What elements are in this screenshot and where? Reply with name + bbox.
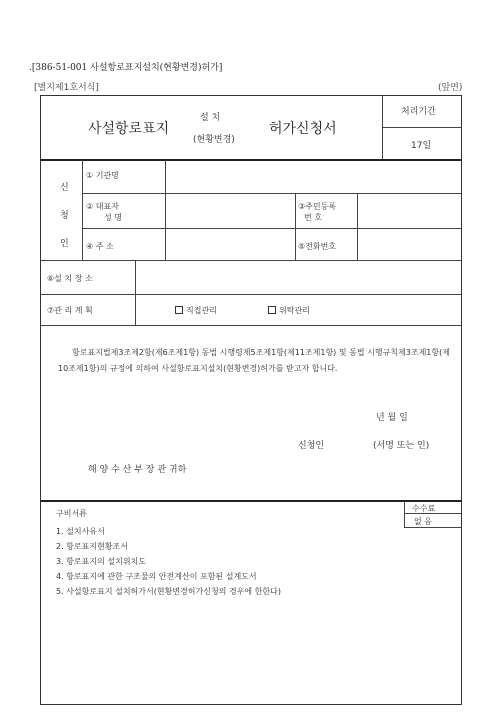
applicant-section-char-3: 인	[60, 239, 69, 249]
form-title-right: 허가신청서	[269, 121, 337, 137]
address-label: ④ 주 소	[86, 242, 114, 251]
title-option-install: 설 치	[200, 113, 221, 123]
applicant-section-char-2: 청	[60, 211, 69, 221]
direct-management-option[interactable]	[175, 305, 217, 316]
delegated-management-option[interactable]	[268, 305, 310, 316]
processing-period-value: 17일	[411, 141, 432, 151]
document-item: 4. 항로표지에 관한 구조물의 안전계산이 포함된 설계도서	[56, 572, 257, 581]
direct-management-label: 직접관리	[186, 306, 217, 315]
required-documents-heading: 구비서류	[56, 509, 87, 518]
applicant-section-char-1: 신	[60, 183, 69, 193]
signature-or-seal-label: (서명 또는 인)	[373, 441, 430, 451]
delegated-management-checkbox[interactable]	[268, 306, 276, 314]
address-field[interactable]	[166, 229, 294, 259]
date-line: 년 월 일	[376, 413, 408, 423]
title-option-change: (현황변경)	[193, 135, 235, 145]
direct-management-checkbox[interactable]	[175, 306, 183, 314]
document-item: 2. 항로표지현황조서	[56, 542, 128, 551]
document-item: 5. 사설항로표지 설치허가서(현황변경허가신청의 경우에 한한다)	[56, 587, 281, 596]
representative-name-label: 성 명	[104, 213, 122, 222]
addressee-line: 해 양 수 산 부 장 관 귀하	[88, 465, 187, 475]
resident-number-label: ③주민등록	[298, 202, 337, 211]
install-location-field[interactable]	[136, 262, 461, 293]
phone-label: ⑤전화번호	[298, 242, 337, 251]
form-title-left: 사설항로표지	[88, 121, 170, 137]
agency-name-label: ① 기관명	[86, 171, 119, 180]
representative-name-field[interactable]	[166, 194, 294, 227]
management-plan-label: ⑦관 리 계 획	[47, 306, 93, 315]
document-item: 3. 항로표지의 설치위치도	[56, 557, 146, 566]
fee-label: 수수료	[412, 504, 436, 513]
phone-field[interactable]	[358, 229, 461, 259]
representative-label: ② 대표자	[86, 202, 119, 211]
install-location-label: ⑥설 치 장 소	[47, 274, 93, 283]
processing-period-label: 처리기간	[401, 107, 436, 117]
agency-name-field[interactable]	[166, 161, 461, 192]
fee-value: 없 음	[414, 517, 432, 526]
resident-number-field[interactable]	[358, 194, 461, 227]
form-number-tag: [별지제1호서식]	[34, 83, 99, 93]
resident-number-sub-label: 번 호	[304, 213, 322, 222]
delegated-management-label: 위탁관리	[279, 306, 310, 315]
form-code-heading: .[386-51-001 사설항로표지설치(현황변경)허가]	[29, 63, 223, 73]
document-item: 1. 설치사유서	[56, 527, 105, 536]
application-statement: 항로표지법제3조제2항(제6조제1항) 동법 시행령제5조제1항(제11조제1항) 및 동법 시행규칙제3조제1항(제10조제1항)의 규정에 의하여 사설항로표지설치(현황변경)허가를 받고자 합니다.	[58, 348, 450, 373]
page-side-tag: (앞면)	[438, 83, 463, 93]
applicant-signature-label: 신청인	[298, 441, 325, 451]
